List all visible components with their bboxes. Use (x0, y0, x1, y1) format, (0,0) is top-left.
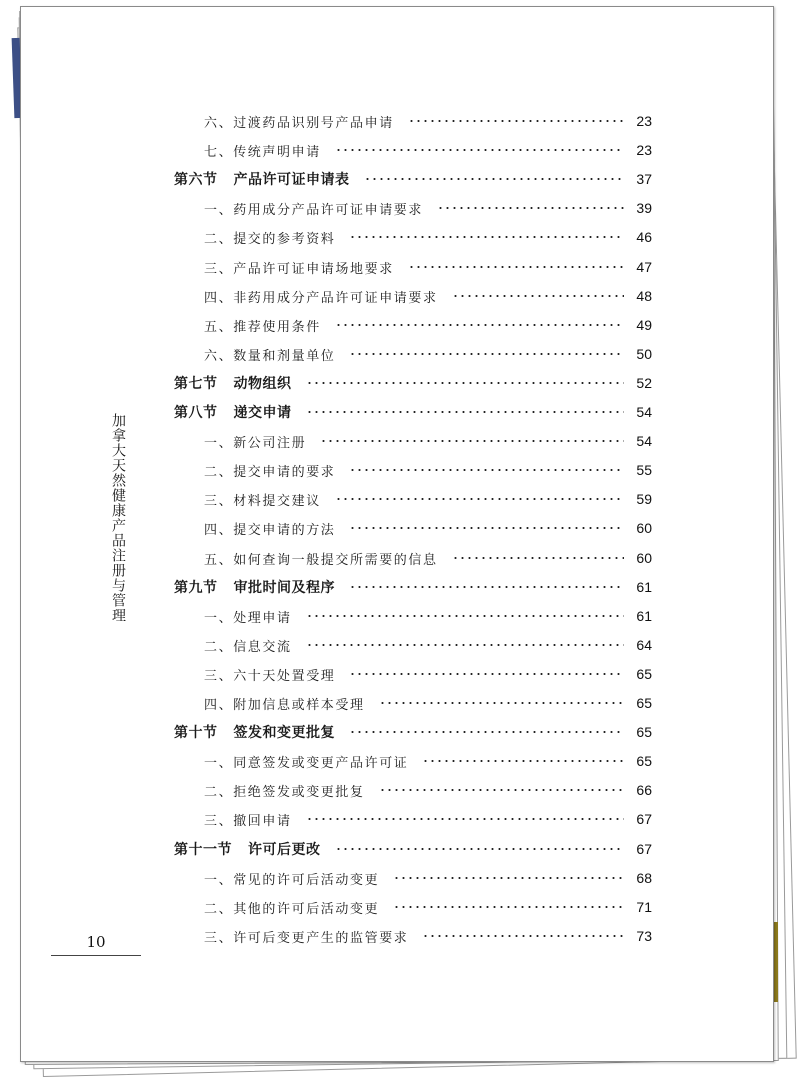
entry-text: 四、非药用成分产品许可证申请要求 (204, 290, 438, 306)
entry-text: 二、其他的许可后活动变更 (204, 901, 380, 917)
entry-text: 一、处理申请 (204, 610, 292, 626)
toc-page-number: 65 (636, 753, 652, 769)
entry-text: 六、过渡药品识别号产品申请 (204, 115, 394, 131)
entry-text: 七、传统声明申请 (204, 144, 321, 160)
dot-leader (320, 440, 624, 442)
dot-leader (422, 760, 624, 762)
dot-leader (452, 295, 624, 297)
toc-section-entry (174, 838, 652, 860)
toc-entry-title (204, 810, 292, 829)
dot-leader (349, 673, 624, 675)
dot-leader (349, 469, 624, 471)
section-number: 第六节 (174, 172, 218, 188)
toc-page-number: 49 (636, 317, 652, 333)
dot-leader (349, 586, 624, 588)
toc-page-number: 59 (636, 491, 652, 507)
toc-page-number: 65 (636, 695, 652, 711)
entry-text: 许可后更改 (248, 842, 321, 858)
dot-leader (408, 120, 624, 122)
dot-leader (349, 527, 624, 529)
dot-leader (393, 906, 624, 908)
toc-entry-title (204, 316, 321, 335)
toc-page-number: 54 (636, 404, 652, 420)
dot-leader (335, 848, 625, 850)
toc-page-number: 65 (636, 724, 652, 740)
dot-leader (349, 353, 624, 355)
toc-page-number: 67 (636, 841, 652, 857)
entry-text: 一、同意签发或变更产品许可证 (204, 755, 409, 771)
toc-entry-title (204, 549, 438, 568)
toc-subsection-entry (204, 139, 652, 161)
toc-entry-title (204, 898, 379, 917)
toc-subsection-entry (204, 314, 652, 336)
dot-leader (335, 324, 624, 326)
toc-page-number: 68 (636, 870, 652, 886)
toc-page (20, 6, 774, 1062)
entry-text: 二、提交申请的要求 (204, 464, 336, 480)
page-number: 10 (51, 933, 141, 956)
toc-section-entry (174, 576, 652, 598)
section-number: 第十节 (174, 725, 218, 741)
toc-page-number: 73 (636, 928, 652, 944)
entry-text: 一、新公司注册 (204, 435, 307, 451)
toc-page-number: 48 (636, 288, 652, 304)
entry-text: 六、数量和剂量单位 (204, 348, 336, 364)
toc-entry-title (204, 345, 335, 364)
toc-page-number: 60 (636, 520, 652, 536)
toc-subsection-entry (204, 634, 652, 656)
toc-page-number: 71 (636, 899, 652, 915)
toc-page-number: 46 (636, 229, 652, 245)
dot-leader (306, 644, 624, 646)
toc-subsection-entry (204, 779, 652, 801)
toc-page-number: 66 (636, 782, 652, 798)
toc-subsection-entry (204, 110, 652, 132)
dot-leader (379, 702, 624, 704)
toc-entry-title (174, 722, 335, 742)
toc-page-number: 37 (636, 171, 652, 187)
entry-text: 二、信息交流 (204, 639, 292, 655)
toc-page-number: 64 (636, 637, 652, 653)
toc-page-number: 47 (636, 259, 652, 275)
toc-entry-title (204, 199, 423, 218)
toc-entry-title (204, 432, 306, 451)
entry-text: 签发和变更批复 (233, 725, 335, 741)
toc-subsection-entry (204, 605, 652, 627)
toc-page-number: 60 (636, 550, 652, 566)
entry-text: 一、常见的许可后活动变更 (204, 872, 380, 888)
entry-text: 产品许可证申请表 (233, 172, 350, 188)
toc-entry-title (204, 258, 394, 277)
toc-entry-title (204, 869, 379, 888)
entry-text: 五、推荐使用条件 (204, 319, 321, 335)
dot-leader (306, 818, 624, 820)
dot-leader (335, 498, 624, 500)
entry-text: 三、产品许可证申请场地要求 (204, 261, 394, 277)
entry-text: 一、药用成分产品许可证申请要求 (204, 202, 424, 218)
toc-subsection-entry (204, 226, 652, 248)
toc-page-number: 23 (636, 142, 652, 158)
toc-page-number: 61 (636, 579, 652, 595)
entry-text: 三、六十天处置受理 (204, 668, 336, 684)
toc-entry-title (204, 490, 321, 509)
dot-leader (452, 557, 624, 559)
entry-text: 二、提交的参考资料 (204, 231, 336, 247)
toc-subsection-entry (204, 459, 652, 481)
toc-section-entry (174, 168, 652, 190)
dot-leader (306, 382, 625, 384)
book-title: 加拿大天然健康产品注册与管理 (110, 413, 126, 623)
toc-page-number: 61 (636, 608, 652, 624)
toc-subsection-entry (204, 547, 652, 569)
toc-subsection-entry (204, 808, 652, 830)
dot-leader (422, 935, 624, 937)
toc-section-entry (174, 721, 652, 743)
toc-entry-title (204, 461, 335, 480)
dot-leader (306, 411, 625, 413)
toc-page-number: 52 (636, 375, 652, 391)
dot-leader (379, 789, 624, 791)
dot-leader (306, 615, 624, 617)
toc-entry-title (204, 927, 408, 946)
toc-section-entry (174, 401, 652, 423)
toc-page-number: 67 (636, 811, 652, 827)
toc-subsection-entry (204, 517, 652, 539)
toc-entry-title (204, 781, 365, 800)
entry-text: 四、附加信息或样本受理 (204, 697, 365, 713)
toc-entry-title (174, 402, 292, 422)
toc-subsection-entry (204, 285, 652, 307)
toc-page-number: 54 (636, 433, 652, 449)
dot-leader (335, 149, 624, 151)
toc-subsection-entry (204, 750, 652, 772)
section-number: 第九节 (174, 580, 218, 596)
dot-leader (349, 236, 624, 238)
toc-entry-title (204, 607, 292, 626)
toc-entry-title (204, 141, 321, 160)
section-number: 第八节 (174, 405, 218, 421)
toc-subsection-entry (204, 867, 652, 889)
dot-leader (349, 731, 624, 733)
entry-text: 三、材料提交建议 (204, 493, 321, 509)
toc-entry-title (204, 519, 335, 538)
toc-page-number: 50 (636, 346, 652, 362)
entry-text: 三、许可后变更产生的监管要求 (204, 930, 409, 946)
toc-page-number: 39 (636, 200, 652, 216)
toc-entry-title (204, 694, 365, 713)
toc-entry-title (204, 752, 408, 771)
toc-subsection-entry (204, 488, 652, 510)
section-number: 第七节 (174, 376, 218, 392)
toc-subsection-entry (204, 256, 652, 278)
entry-text: 递交申请 (233, 405, 292, 421)
toc-subsection-entry (204, 692, 652, 714)
toc-entry-title (204, 665, 335, 684)
toc-entry-title (204, 636, 292, 655)
toc-subsection-entry (204, 896, 652, 918)
entry-text: 三、撤回申请 (204, 813, 292, 829)
entry-text: 动物组织 (233, 376, 292, 392)
toc-subsection-entry (204, 663, 652, 685)
toc-entry-title (204, 228, 335, 247)
toc-subsection-entry (204, 430, 652, 452)
toc-entry-title (174, 373, 292, 393)
dot-leader (408, 266, 624, 268)
dot-leader (437, 207, 624, 209)
dot-leader (364, 178, 625, 180)
entry-text: 二、拒绝签发或变更批复 (204, 784, 365, 800)
toc-section-entry (174, 372, 652, 394)
toc-entry-title (174, 839, 321, 859)
dot-leader (393, 877, 624, 879)
toc-entry-title (204, 287, 438, 306)
entry-text: 审批时间及程序 (233, 580, 335, 596)
toc-subsection-entry (204, 343, 652, 365)
toc-page-number: 23 (636, 113, 652, 129)
toc-entry-title (174, 577, 335, 597)
section-number: 第十一节 (174, 842, 232, 858)
toc-entry-title (174, 169, 350, 189)
entry-text: 五、如何查询一般提交所需要的信息 (204, 552, 438, 568)
toc-page-number: 55 (636, 462, 652, 478)
toc-page-number: 65 (636, 666, 652, 682)
toc-subsection-entry (204, 197, 652, 219)
toc-entry-title (204, 112, 394, 131)
toc-subsection-entry (204, 925, 652, 947)
entry-text: 四、提交申请的方法 (204, 522, 336, 538)
